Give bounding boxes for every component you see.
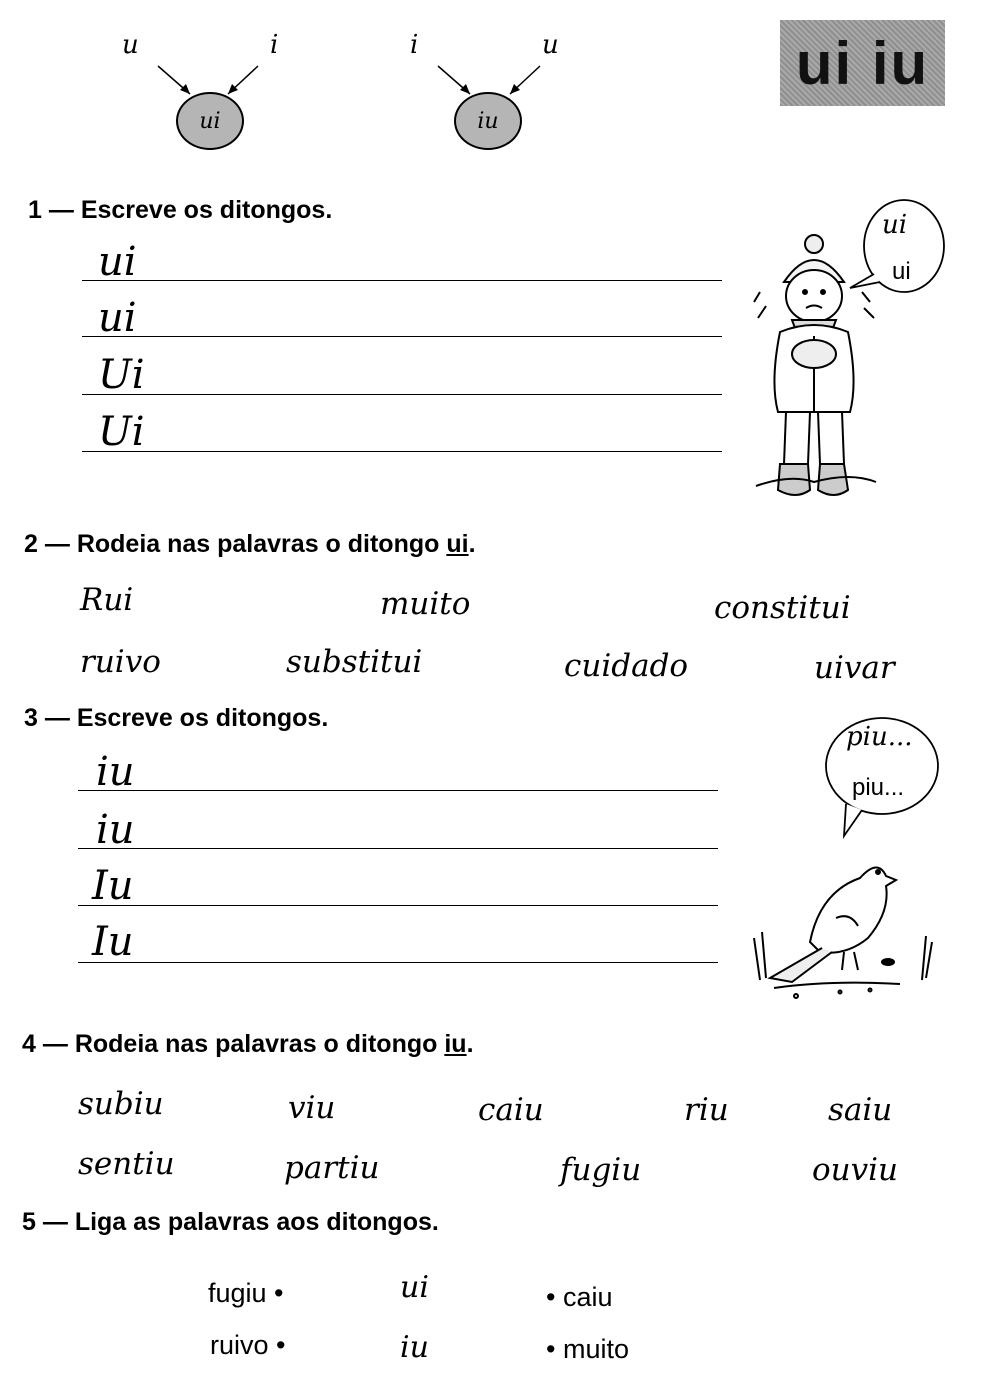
target-diphthong: ui xyxy=(446,530,469,558)
word-item[interactable]: cuidado xyxy=(564,648,689,684)
exercise-title: Escreve os ditongos. xyxy=(76,704,329,732)
trace-text: Iu xyxy=(92,863,134,909)
exercise-title: Liga as palavras aos ditongos. xyxy=(74,1208,439,1236)
diphthong-oval-ui: ui xyxy=(176,92,244,150)
letter-u: u xyxy=(122,30,139,60)
writing-line[interactable] xyxy=(78,905,718,906)
cold-child-illustration xyxy=(750,232,880,508)
exercise-2-heading xyxy=(24,530,476,559)
exercise-title: Rodeia nas palavras o ditongo xyxy=(74,1030,445,1058)
word-item[interactable]: riu xyxy=(684,1092,729,1128)
word-item[interactable]: uivar xyxy=(814,650,895,686)
trace-text: ui xyxy=(98,295,137,341)
word-item[interactable]: constitui xyxy=(714,590,851,626)
letter-u: u xyxy=(542,30,559,60)
trace-text: Iu xyxy=(92,919,134,965)
trace-text: ui xyxy=(98,239,137,285)
exercise-title: Rodeia nas palavras o ditongo xyxy=(76,530,447,558)
word-item[interactable]: ruivo xyxy=(80,644,161,680)
word-item[interactable]: Rui xyxy=(80,582,134,618)
badge-text: ui iu xyxy=(795,29,930,97)
trace-text: iu xyxy=(96,807,135,853)
writing-line[interactable] xyxy=(82,336,722,337)
writing-line[interactable] xyxy=(82,394,722,395)
word-item[interactable]: substitui xyxy=(286,644,423,680)
exercise-5-heading xyxy=(22,1208,439,1237)
bubble-print: piu... xyxy=(852,774,905,801)
exercise-1-heading xyxy=(28,196,332,225)
match-word-left[interactable]: ruivo • xyxy=(210,1330,286,1360)
letter-i: i xyxy=(270,30,279,60)
word-item[interactable]: viu xyxy=(288,1090,336,1126)
match-word-right[interactable]: • caiu xyxy=(546,1282,613,1312)
exercise-4-heading xyxy=(22,1030,474,1059)
word-item[interactable]: sentiu xyxy=(78,1146,175,1182)
writing-line[interactable] xyxy=(78,962,718,963)
match-word-left[interactable]: fugiu • xyxy=(208,1278,284,1308)
match-diphthong[interactable]: iu xyxy=(400,1330,429,1365)
exercise-number: 5 — xyxy=(22,1208,68,1236)
bird-illustration xyxy=(750,852,940,1002)
title-badge xyxy=(780,20,945,106)
diphthong-oval-iu: iu xyxy=(454,92,522,150)
bubble-print: ui xyxy=(892,258,911,285)
target-diphthong: iu xyxy=(444,1030,467,1058)
trace-text: Ui xyxy=(98,409,145,455)
exercise-number: 2 — xyxy=(24,530,70,558)
word-item[interactable]: muito xyxy=(380,586,471,622)
title-period: . xyxy=(468,530,476,558)
word-item[interactable]: caiu xyxy=(478,1092,544,1128)
trace-text: Ui xyxy=(98,352,145,398)
writing-line[interactable] xyxy=(78,790,718,791)
writing-line[interactable] xyxy=(82,280,722,281)
title-period: . xyxy=(466,1030,474,1058)
exercise-number: 3 — xyxy=(24,704,70,732)
bubble-cursive: ui xyxy=(882,210,908,240)
exercise-number: 1 — xyxy=(28,196,74,224)
letter-i: i xyxy=(410,30,419,60)
match-word-right[interactable]: • muito xyxy=(546,1334,629,1364)
match-diphthong[interactable]: ui xyxy=(400,1270,429,1305)
word-item[interactable]: subiu xyxy=(78,1086,164,1122)
exercise-number: 4 — xyxy=(22,1030,68,1058)
word-item[interactable]: partiu xyxy=(284,1150,380,1186)
writing-line[interactable] xyxy=(78,848,718,849)
writing-line[interactable] xyxy=(82,451,722,452)
exercise-title: Escreve os ditongos. xyxy=(80,196,333,224)
word-item[interactable]: ouviu xyxy=(812,1152,899,1188)
bubble-cursive: piu... xyxy=(846,722,913,752)
word-item[interactable]: saiu xyxy=(828,1092,893,1128)
exercise-3-heading xyxy=(24,704,328,733)
trace-text: iu xyxy=(96,749,135,795)
word-item[interactable]: fugiu xyxy=(560,1152,642,1188)
